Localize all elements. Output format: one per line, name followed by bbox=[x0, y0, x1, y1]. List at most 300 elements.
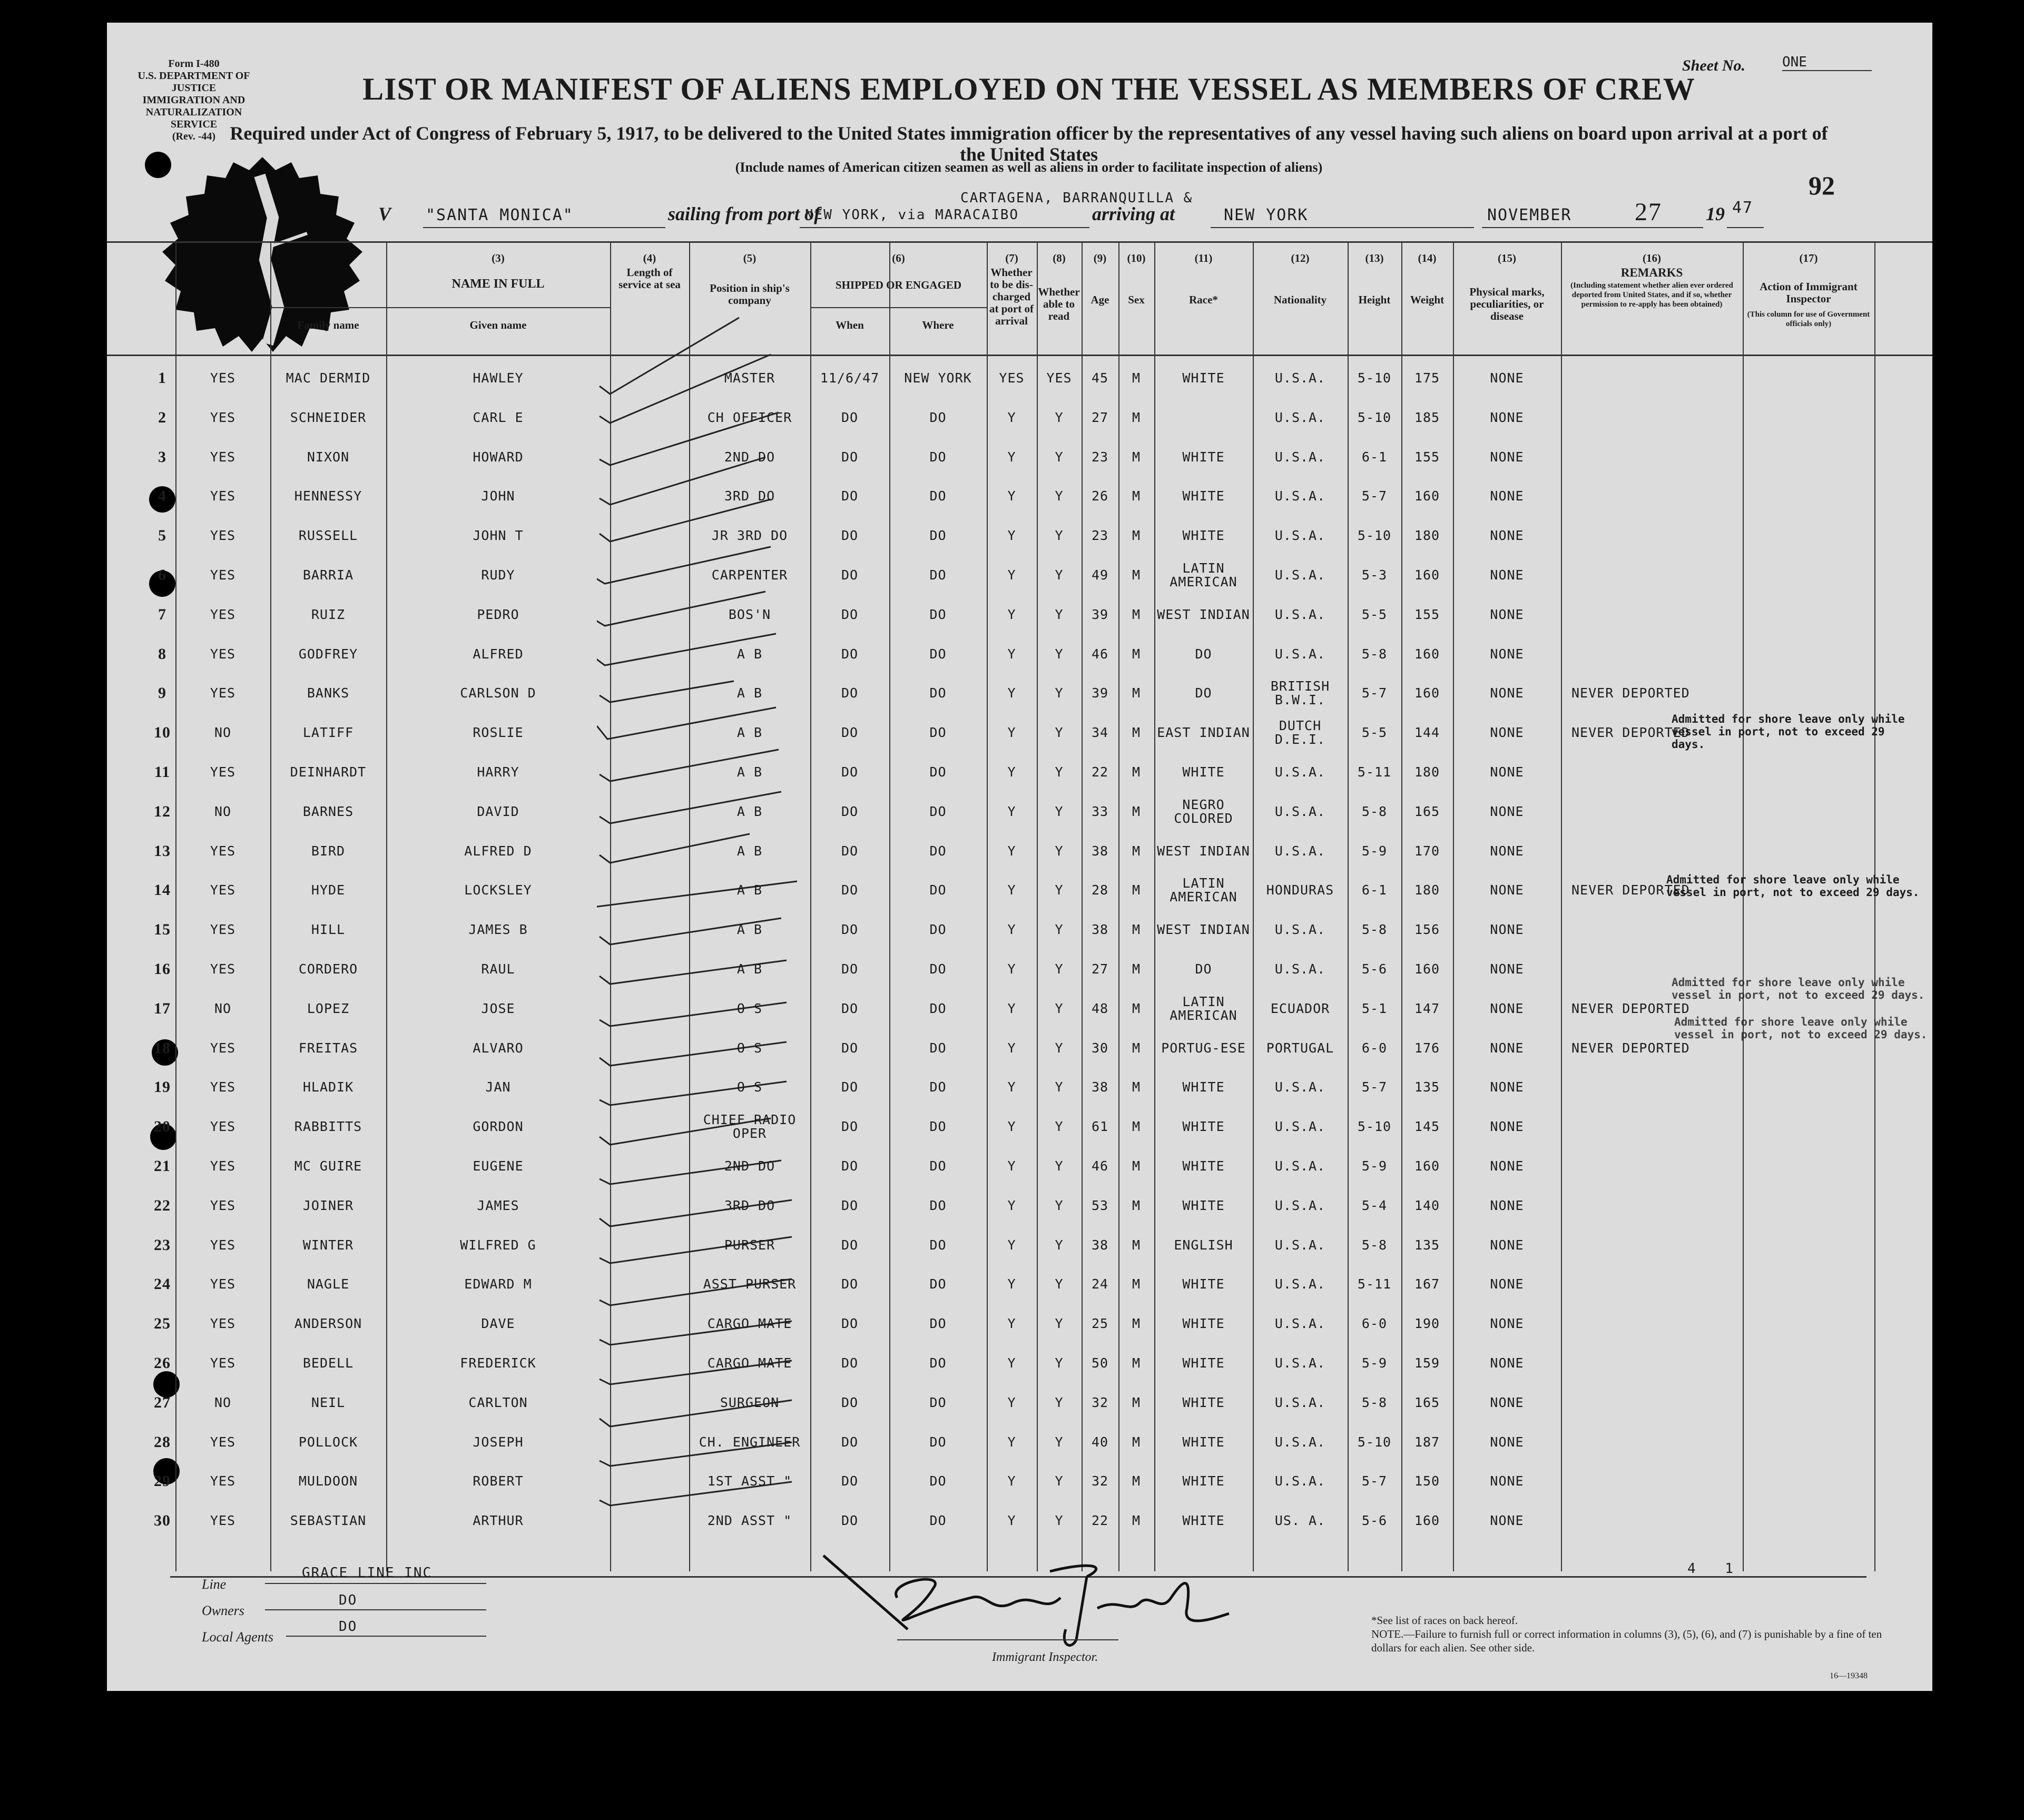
cell-race: WHITE bbox=[1182, 1158, 1225, 1174]
manifest-sheet bbox=[107, 23, 1932, 1691]
cell-read: Y bbox=[1055, 488, 1064, 504]
cell-position: 2ND ASST " bbox=[707, 1513, 792, 1529]
cell-n: 9 bbox=[158, 684, 166, 702]
cell-position: MASTER bbox=[724, 370, 775, 386]
cell-race: WHITE bbox=[1182, 449, 1225, 465]
cell-when: DO bbox=[841, 1473, 859, 1489]
cell-age: 38 bbox=[1091, 843, 1109, 859]
cell-family: BANKS bbox=[307, 685, 350, 701]
table-row bbox=[107, 1427, 1932, 1458]
cell-age: 39 bbox=[1091, 606, 1109, 622]
cell-us: NO bbox=[214, 803, 232, 819]
cell-given: LOCKSLEY bbox=[464, 882, 532, 898]
cell-position: CARGO MATE bbox=[707, 1316, 792, 1332]
cell-weight: 155 bbox=[1414, 449, 1440, 465]
cell-us: YES bbox=[210, 1119, 236, 1135]
table-row bbox=[107, 638, 1932, 670]
cell-weight: 156 bbox=[1414, 922, 1440, 938]
local-agents-label: Local Agents bbox=[202, 1629, 274, 1645]
table-row bbox=[107, 1111, 1932, 1143]
cell-given: RAUL bbox=[481, 961, 515, 977]
cell-n: 2 bbox=[158, 408, 166, 426]
nationality-header: Nationality bbox=[1273, 293, 1327, 306]
table-row bbox=[107, 362, 1932, 394]
cell-given: JAN bbox=[485, 1079, 511, 1095]
cell-physical: NONE bbox=[1490, 922, 1524, 938]
cell-sex: M bbox=[1132, 685, 1141, 701]
cell-us: YES bbox=[210, 528, 236, 544]
cell-family: WINTER bbox=[302, 1237, 354, 1253]
cell-family: RUIZ bbox=[311, 606, 346, 622]
cell-age: 27 bbox=[1091, 961, 1109, 977]
cell-sex: M bbox=[1132, 1040, 1141, 1056]
cell-age: 38 bbox=[1091, 922, 1109, 938]
cell-family: MC GUIRE bbox=[294, 1158, 362, 1174]
cell-us: YES bbox=[210, 606, 236, 622]
cell-read: Y bbox=[1055, 1355, 1064, 1371]
cell-physical: NONE bbox=[1490, 803, 1524, 819]
cell-physical: NONE bbox=[1490, 528, 1524, 544]
cell-n: 5 bbox=[158, 527, 166, 545]
cell-nationality: U.S.A. bbox=[1274, 1355, 1326, 1371]
cell-disch: YES bbox=[999, 370, 1025, 386]
line-label: Line bbox=[202, 1577, 227, 1592]
shore-leave-stamp: Admitted for shore leave only while vessel in port, not to exceed 29 days. bbox=[1674, 1016, 1928, 1041]
cell-family: HILL bbox=[311, 922, 346, 938]
arrival-day: 27 bbox=[1635, 198, 1662, 226]
race-header: Race* bbox=[1189, 293, 1218, 306]
cell-sex: M bbox=[1132, 1394, 1141, 1410]
cell-age: 45 bbox=[1091, 370, 1109, 386]
cell-n: 18 bbox=[154, 1039, 171, 1057]
year-suffix: 47 bbox=[1732, 199, 1754, 217]
cell-weight: 187 bbox=[1414, 1434, 1440, 1450]
cell-position: 2ND DO bbox=[724, 1158, 775, 1174]
cell-given: JOHN T bbox=[473, 528, 524, 544]
cell-where: DO bbox=[929, 1000, 947, 1016]
cell-weight: 167 bbox=[1414, 1276, 1440, 1292]
cell-sex: M bbox=[1132, 370, 1141, 386]
subtitle: Required under Act of Congress of February 5, 1917, to be delivered to the United States immigration officer by the representatives of any vessel having such aliens on board upon arrival at a port of the United States bbox=[230, 123, 1828, 165]
cell-age: 49 bbox=[1091, 567, 1109, 583]
cell-us: YES bbox=[210, 409, 236, 425]
table-row bbox=[107, 1229, 1932, 1261]
cell-remarks bbox=[1561, 599, 1753, 631]
cell-where: DO bbox=[929, 764, 947, 780]
cell-read: Y bbox=[1055, 567, 1064, 583]
cell-us: YES bbox=[210, 1237, 236, 1253]
cell-given: JOHN bbox=[481, 488, 515, 504]
cell-physical: NONE bbox=[1490, 1276, 1524, 1292]
cell-weight: 165 bbox=[1414, 803, 1440, 819]
cell-race: DO bbox=[1195, 961, 1212, 977]
cell-when: DO bbox=[841, 803, 859, 819]
cell-weight: 144 bbox=[1414, 725, 1440, 741]
cell-read: Y bbox=[1055, 803, 1064, 819]
cell-remarks bbox=[1561, 1268, 1753, 1300]
cell-race: NEGRO COLORED bbox=[1174, 796, 1233, 826]
cell-n: 30 bbox=[154, 1512, 171, 1530]
cell-n: 15 bbox=[154, 921, 171, 939]
cell-when: DO bbox=[841, 606, 859, 622]
cell-position: CHIEF RADIO OPER bbox=[703, 1112, 797, 1142]
cell-where: DO bbox=[929, 606, 947, 622]
cell-position: CARPENTER bbox=[711, 567, 788, 583]
cell-weight: 160 bbox=[1414, 1158, 1440, 1174]
cell-physical: NONE bbox=[1490, 1237, 1524, 1253]
cell-physical: NONE bbox=[1490, 961, 1524, 977]
cell-race: DO bbox=[1195, 646, 1212, 662]
page-number: 92 bbox=[1809, 171, 1835, 200]
cell-sex: M bbox=[1132, 1355, 1141, 1371]
cell-disch: Y bbox=[1007, 1355, 1016, 1371]
cell-where: NEW YORK bbox=[904, 370, 972, 386]
shipped-engaged-header: SHIPPED OR ENGAGED bbox=[835, 279, 962, 291]
cell-weight: 180 bbox=[1414, 764, 1440, 780]
cell-race: WHITE bbox=[1182, 528, 1225, 544]
cell-remarks bbox=[1561, 559, 1753, 591]
cell-n: 1 bbox=[158, 369, 166, 387]
cell-n: 27 bbox=[154, 1393, 171, 1411]
cell-age: 30 bbox=[1091, 1040, 1109, 1056]
cell-read: Y bbox=[1055, 528, 1064, 544]
sheet-label: Sheet No. bbox=[1682, 57, 1745, 74]
cell-nationality: U.S.A. bbox=[1274, 370, 1326, 386]
col12-number: (12) bbox=[1291, 252, 1310, 264]
remarks-note: (Including statement whether alien ever ordered deported from United States, and if so, whether permission to re-apply has been obtained) bbox=[1570, 281, 1733, 309]
cell-when: DO bbox=[841, 1513, 859, 1529]
cell-weight: 135 bbox=[1414, 1237, 1440, 1253]
cell-us: NO bbox=[214, 1000, 232, 1016]
cell-disch: Y bbox=[1007, 1000, 1016, 1016]
cell-physical: NONE bbox=[1490, 606, 1524, 622]
cell-position: PURSER bbox=[724, 1237, 775, 1253]
cell-nationality: U.S.A. bbox=[1274, 922, 1326, 938]
cell-height: 5-11 bbox=[1357, 764, 1392, 780]
cell-age: 61 bbox=[1091, 1119, 1109, 1135]
cell-where: DO bbox=[929, 1158, 947, 1174]
cell-nationality: U.S.A. bbox=[1274, 1079, 1326, 1095]
local-agents-value: DO bbox=[339, 1619, 358, 1635]
department: U.S. DEPARTMENT OF JUSTICE bbox=[137, 70, 250, 94]
cell-disch: Y bbox=[1007, 567, 1016, 583]
cell-physical: NONE bbox=[1490, 685, 1524, 701]
cell-sex: M bbox=[1132, 1473, 1141, 1489]
cell-disch: Y bbox=[1007, 1513, 1016, 1529]
cell-sex: M bbox=[1132, 409, 1141, 425]
remarks-header: REMARKS bbox=[1620, 266, 1683, 279]
col8-number: (8) bbox=[1053, 252, 1066, 264]
cell-read: Y bbox=[1055, 1316, 1064, 1332]
cell-given: ARTHUR bbox=[473, 1513, 524, 1529]
cell-age: 38 bbox=[1091, 1079, 1109, 1095]
cell-family: BARRIA bbox=[302, 567, 354, 583]
cell-height: 5-6 bbox=[1361, 1513, 1388, 1529]
cell-physical: NONE bbox=[1490, 1119, 1524, 1135]
given-name-header: Given name bbox=[469, 319, 527, 331]
cell-read: Y bbox=[1055, 1394, 1064, 1410]
cell-disch: Y bbox=[1007, 803, 1016, 819]
cell-physical: NONE bbox=[1490, 646, 1524, 662]
cell-us: YES bbox=[210, 1434, 236, 1450]
cell-age: 48 bbox=[1091, 1000, 1109, 1016]
table-row bbox=[107, 796, 1932, 828]
cell-where: DO bbox=[929, 922, 947, 938]
cell-read: Y bbox=[1055, 606, 1064, 622]
cell-remarks bbox=[1561, 1308, 1753, 1340]
cell-position: 3RD DO bbox=[724, 488, 775, 504]
cell-position: 2ND DO bbox=[724, 449, 775, 465]
cell-height: 6-0 bbox=[1361, 1040, 1388, 1056]
sheet-number: ONE bbox=[1782, 54, 1872, 71]
cell-where: DO bbox=[929, 1079, 947, 1095]
cell-race: LATIN AMERICAN bbox=[1170, 875, 1237, 905]
cell-age: 24 bbox=[1091, 1276, 1109, 1292]
cell-height: 5-5 bbox=[1361, 606, 1388, 622]
cell-weight: 165 bbox=[1414, 1394, 1440, 1410]
cell-remarks bbox=[1561, 796, 1753, 828]
owners-value: DO bbox=[339, 1592, 358, 1608]
cell-position: A B bbox=[736, 764, 763, 780]
cell-when: DO bbox=[841, 882, 859, 898]
cell-height: 5-8 bbox=[1361, 922, 1388, 938]
cell-us: YES bbox=[210, 567, 236, 583]
cell-where: DO bbox=[929, 1434, 947, 1450]
col15-number: (15) bbox=[1498, 252, 1516, 264]
cell-height: 5-10 bbox=[1357, 409, 1392, 425]
cell-disch: Y bbox=[1007, 685, 1016, 701]
cell-remarks bbox=[1561, 1505, 1753, 1537]
cell-given: ALFRED bbox=[473, 646, 524, 662]
cell-disch: Y bbox=[1007, 1079, 1016, 1095]
cell-when: DO bbox=[841, 528, 859, 544]
cell-race: ENGLISH bbox=[1174, 1237, 1233, 1253]
cell-where: DO bbox=[929, 1119, 947, 1135]
cell-remarks bbox=[1561, 1229, 1753, 1261]
table-row bbox=[107, 1150, 1932, 1182]
cell-position: A B bbox=[736, 685, 763, 701]
cell-race: WHITE bbox=[1182, 1316, 1225, 1332]
cell-age: 40 bbox=[1091, 1434, 1109, 1450]
cell-when: DO bbox=[841, 1394, 859, 1410]
cell-disch: Y bbox=[1007, 882, 1016, 898]
table-row bbox=[107, 1347, 1932, 1379]
cell-race: WHITE bbox=[1182, 1276, 1225, 1292]
cell-age: 39 bbox=[1091, 685, 1109, 701]
cell-us: YES bbox=[210, 1513, 236, 1529]
cell-position: SURGEON bbox=[720, 1394, 780, 1410]
cell-age: 32 bbox=[1091, 1473, 1109, 1489]
cell-position: CARGO MATE bbox=[707, 1355, 792, 1371]
cell-n: 6 bbox=[158, 566, 166, 584]
cell-disch: Y bbox=[1007, 1158, 1016, 1174]
cell-physical: NONE bbox=[1490, 370, 1524, 386]
cell-race: WHITE bbox=[1182, 1079, 1225, 1095]
cell-sex: M bbox=[1132, 1197, 1141, 1213]
table-row bbox=[107, 1032, 1932, 1064]
cell-read: Y bbox=[1055, 1119, 1064, 1135]
col16-number: (16) bbox=[1643, 252, 1661, 264]
cell-age: 50 bbox=[1091, 1355, 1109, 1371]
cell-where: DO bbox=[929, 803, 947, 819]
cell-where: DO bbox=[929, 528, 947, 544]
cell-us: YES bbox=[210, 882, 236, 898]
cell-nationality: U.S.A. bbox=[1274, 1316, 1326, 1332]
cell-race: LATIN AMERICAN bbox=[1170, 993, 1237, 1023]
table-row bbox=[107, 1465, 1932, 1497]
cell-weight: 190 bbox=[1414, 1316, 1440, 1332]
cell-read: Y bbox=[1055, 1434, 1064, 1450]
cell-race: WHITE bbox=[1182, 1513, 1225, 1529]
col14-number: (14) bbox=[1418, 252, 1437, 264]
cell-disch: Y bbox=[1007, 725, 1016, 741]
when-header: When bbox=[836, 319, 864, 331]
cell-where: DO bbox=[929, 409, 947, 425]
cell-remarks bbox=[1561, 1387, 1753, 1419]
cell-nationality: U.S.A. bbox=[1274, 843, 1326, 859]
cell-weight: 155 bbox=[1414, 606, 1440, 622]
cell-nationality: U.S.A. bbox=[1274, 1119, 1326, 1135]
cell-nationality: U.S.A. bbox=[1274, 449, 1326, 465]
cell-us: YES bbox=[210, 685, 236, 701]
arriving-label: arriving at bbox=[1092, 203, 1175, 224]
cell-read: Y bbox=[1055, 1513, 1064, 1529]
table-row bbox=[107, 1505, 1932, 1537]
cell-when: DO bbox=[841, 1434, 859, 1450]
cell-physical: NONE bbox=[1490, 1158, 1524, 1174]
cell-nationality: U.S.A. bbox=[1274, 1394, 1326, 1410]
cell-given: JOSEPH bbox=[473, 1434, 524, 1450]
table-row bbox=[107, 1387, 1932, 1419]
cell-remarks bbox=[1561, 1190, 1753, 1222]
cell-family: GODFREY bbox=[298, 646, 358, 662]
cell-disch: Y bbox=[1007, 1316, 1016, 1332]
cell-sex: M bbox=[1132, 567, 1141, 583]
cell-n: 19 bbox=[154, 1078, 171, 1096]
cell-given: CARLSON D bbox=[460, 685, 536, 701]
cell-family: LOPEZ bbox=[307, 1000, 350, 1016]
cell-us: NO bbox=[214, 725, 232, 741]
cell-age: 46 bbox=[1091, 1158, 1109, 1174]
cell-sex: M bbox=[1132, 1079, 1141, 1095]
cell-weight: 147 bbox=[1414, 1000, 1440, 1016]
cell-height: 6-0 bbox=[1361, 1316, 1388, 1332]
cell-family: RUSSELL bbox=[298, 528, 358, 544]
cell-disch: Y bbox=[1007, 409, 1016, 425]
cell-sex: M bbox=[1132, 1158, 1141, 1174]
cell-where: DO bbox=[929, 1355, 947, 1371]
cell-remarks bbox=[1561, 914, 1753, 946]
cell-age: 34 bbox=[1091, 725, 1109, 741]
vessel-name: "SANTA MONICA" bbox=[426, 206, 574, 224]
form-revision: (Rev. -44) bbox=[172, 131, 216, 142]
cell-disch: Y bbox=[1007, 961, 1016, 977]
cell-weight: 160 bbox=[1414, 488, 1440, 504]
cell-when: DO bbox=[841, 1197, 859, 1213]
table-row bbox=[107, 441, 1932, 473]
cell-n: 10 bbox=[154, 724, 171, 742]
cell-disch: Y bbox=[1007, 1040, 1016, 1056]
service: IMMIGRATION AND NATURALIZATION SERVICE bbox=[142, 94, 245, 130]
cell-family: HENNESSY bbox=[294, 488, 362, 504]
cell-us: YES bbox=[210, 370, 236, 386]
cell-n: 29 bbox=[154, 1472, 171, 1490]
cell-height: 5-8 bbox=[1361, 646, 1388, 662]
cell-physical: NONE bbox=[1490, 1394, 1524, 1410]
cell-sex: M bbox=[1132, 1276, 1141, 1292]
cell-read: Y bbox=[1055, 646, 1064, 662]
cell-sex: M bbox=[1132, 528, 1141, 544]
cell-race: WEST INDIAN bbox=[1157, 922, 1250, 938]
cell-height: 6-1 bbox=[1361, 882, 1388, 898]
cell-n: 8 bbox=[158, 645, 166, 663]
cell-sex: M bbox=[1132, 1237, 1141, 1253]
cell-sex: M bbox=[1132, 646, 1141, 662]
cell-age: 22 bbox=[1091, 764, 1109, 780]
cell-weight: 160 bbox=[1414, 961, 1440, 977]
cell-disch: Y bbox=[1007, 488, 1016, 504]
cell-sex: M bbox=[1132, 1513, 1141, 1529]
cell-n: 17 bbox=[154, 999, 171, 1017]
cell-when: DO bbox=[841, 1079, 859, 1095]
cell-age: 23 bbox=[1091, 449, 1109, 465]
cell-remarks bbox=[1561, 1150, 1753, 1182]
cell-age: 33 bbox=[1091, 803, 1109, 819]
cell-nationality: BRITISH B.W.I. bbox=[1270, 678, 1330, 708]
cell-family: ANDERSON bbox=[294, 1316, 362, 1332]
cell-remarks bbox=[1561, 362, 1753, 394]
cell-us: YES bbox=[210, 1316, 236, 1332]
cell-race: WHITE bbox=[1182, 1119, 1225, 1135]
cell-n: 7 bbox=[158, 605, 166, 623]
sailing-label: sailing from port of bbox=[668, 203, 821, 224]
cell-physical: NONE bbox=[1490, 449, 1524, 465]
cell-sex: M bbox=[1132, 922, 1141, 938]
cell-nationality: DUTCH D.E.I. bbox=[1274, 718, 1326, 747]
cell-family: LATIFF bbox=[302, 725, 354, 741]
cell-n: 16 bbox=[154, 960, 171, 978]
footnote-penalty: NOTE.—Failure to furnish full or correct information in columns (3), (5), (6), and (7) is punishable by a fine of ten dollars for each alien. See other side. bbox=[1371, 1628, 1882, 1654]
cell-race: LATIN AMERICAN bbox=[1170, 560, 1237, 589]
cell-sex: M bbox=[1132, 725, 1141, 741]
cell-race: WHITE bbox=[1182, 1473, 1225, 1489]
cell-position: A B bbox=[736, 922, 763, 938]
cell-us: YES bbox=[210, 1040, 236, 1056]
cell-given: FREDERICK bbox=[460, 1355, 536, 1371]
cell-height: 6-1 bbox=[1361, 449, 1388, 465]
cell-read: Y bbox=[1055, 449, 1064, 465]
cell-n: 28 bbox=[154, 1433, 171, 1451]
cell-age: 46 bbox=[1091, 646, 1109, 662]
cell-when: DO bbox=[841, 409, 859, 425]
cell-remarks bbox=[1561, 1347, 1753, 1379]
table-row bbox=[107, 559, 1932, 591]
cell-where: DO bbox=[929, 1040, 947, 1056]
cell-nationality: U.S.A. bbox=[1274, 528, 1326, 544]
cell-where: DO bbox=[929, 1316, 947, 1332]
cell-n: 12 bbox=[154, 802, 171, 820]
cell-remarks: NEVER DEPORTED bbox=[1571, 1000, 1690, 1016]
cell-us: YES bbox=[210, 922, 236, 938]
table-row bbox=[107, 599, 1932, 631]
form-code: 16—19348 bbox=[1830, 1671, 1868, 1680]
cell-when: DO bbox=[841, 449, 859, 465]
cell-when: DO bbox=[841, 1000, 859, 1016]
cell-where: DO bbox=[929, 1513, 947, 1529]
cell-physical: NONE bbox=[1490, 1316, 1524, 1332]
cell-given: RUDY bbox=[481, 567, 515, 583]
cell-nationality: U.S.A. bbox=[1274, 764, 1326, 780]
